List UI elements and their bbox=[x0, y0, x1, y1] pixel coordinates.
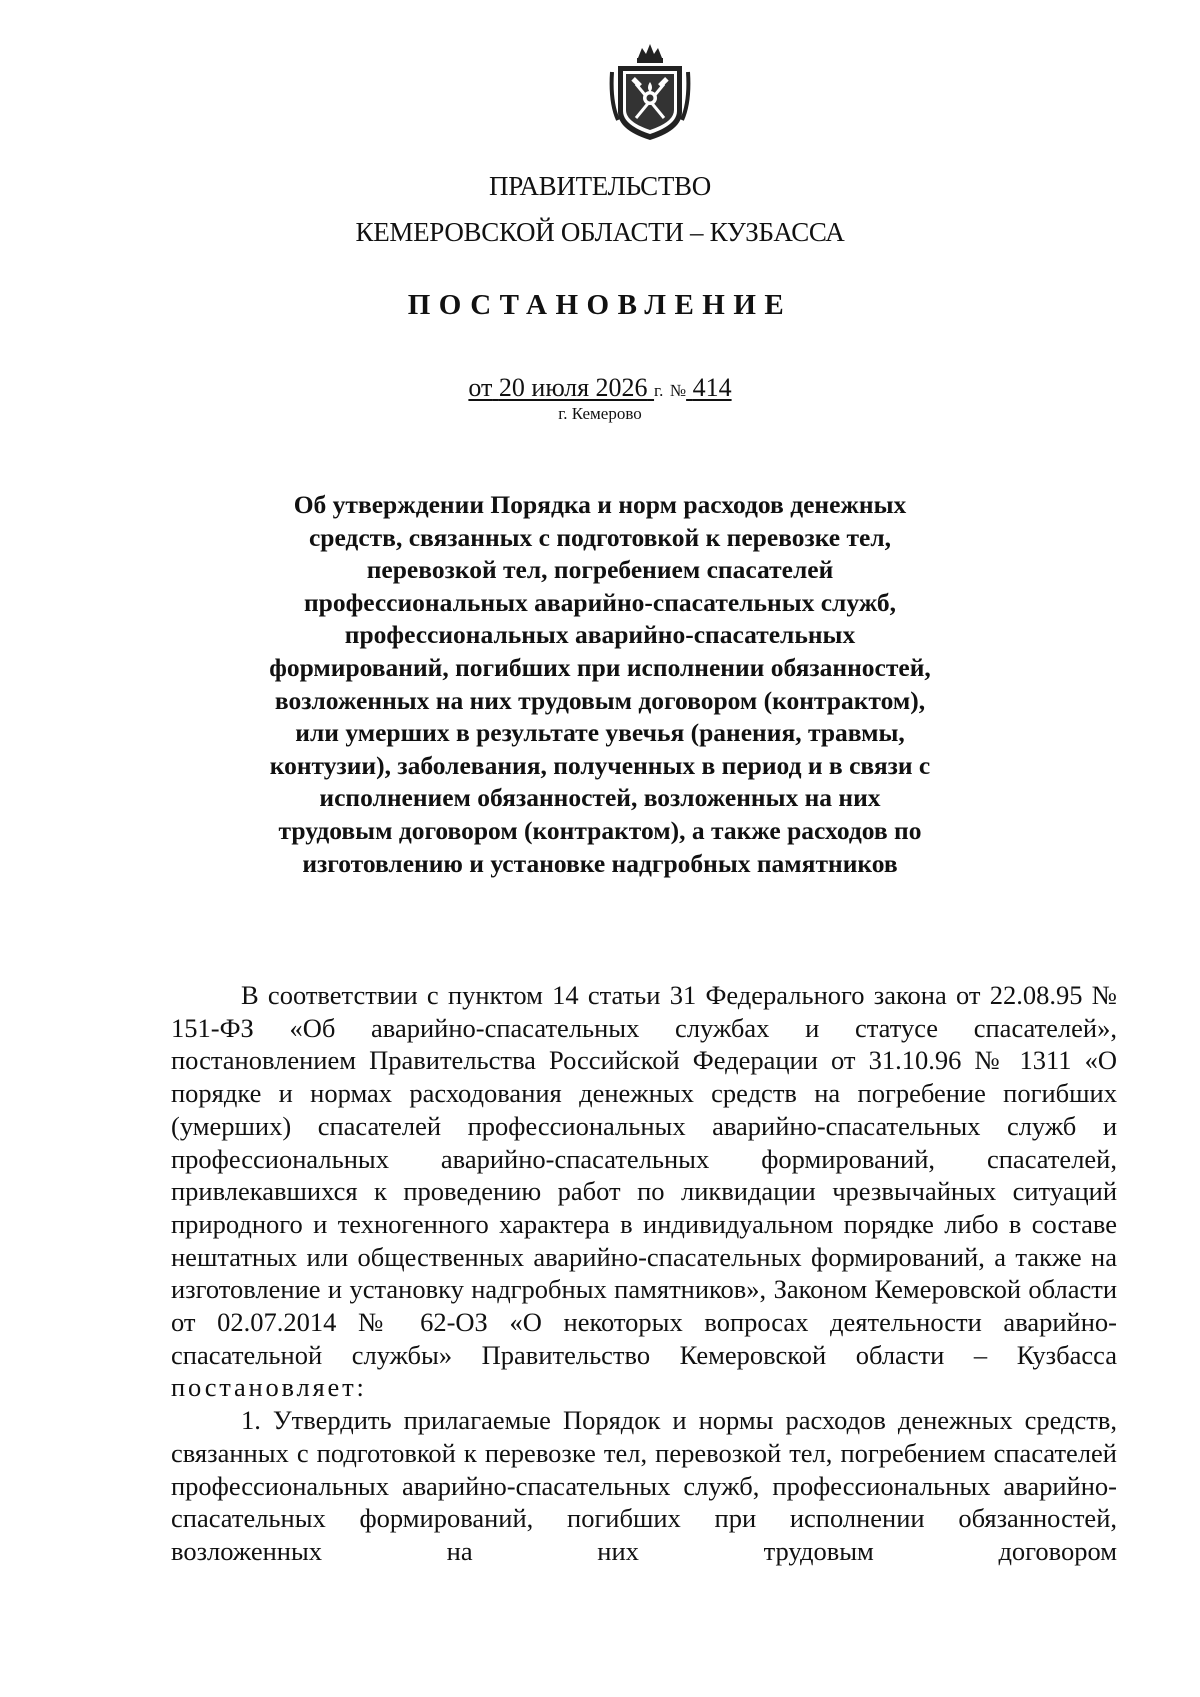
government-name-line2: КЕМЕРОВСКОЙ ОБЛАСТИ – КУЗБАССА bbox=[355, 217, 845, 247]
resolves-word: постановляет bbox=[171, 1372, 357, 1403]
clause-1-paragraph: 1. Утвердить прилагаемые Порядок и нормы расходов денежных средств, связанных с подготовкой к перевозке тел, перевозкой тел, погребением спасателей профессиональных аварийно-спасательных служб, профессиональных аварийно-спасательных формирований, погибших при исполнении обязанностей, возложенных на них трудовым договором bbox=[171, 1405, 1117, 1566]
coat-of-arms-icon bbox=[608, 42, 692, 144]
date-prefix: от bbox=[468, 373, 493, 402]
government-name-line1: ПРАВИТЕЛЬСТВО bbox=[489, 171, 711, 201]
date-number-line bbox=[0, 373, 1200, 406]
document-title: Об утверждении Порядка и норм расходов денежных средств, связанных с подготовкой к перевозке тел, перевозкой тел, погребением спасателей профессиональных аварийно-спасательных служб, профессиональных аварийно-спасательных формирований, погибших при исполнении обязанностей, возложенных на них трудовым договором (контрактом), или умерших в результате увечья (ранения, травмы, контузии), заболевания, полученных в период и в связи с исполнением обязанностей, возложенных на них трудовым договором (контрактом), а также расходов по изготовлению и установке надгробных памятников bbox=[269, 490, 931, 878]
preamble-paragraph bbox=[171, 979, 1117, 1404]
document-body bbox=[171, 979, 1117, 1568]
document-date: 20 июля 2026 bbox=[498, 373, 648, 402]
document-city: г. Кемерово bbox=[558, 404, 642, 423]
document-number: 414 bbox=[692, 373, 732, 402]
year-suffix: г. bbox=[654, 381, 664, 400]
preamble-text: В соответствии с пунктом 14 статьи 31 Федерального закона от 22.08.95 № 151-ФЗ «Об аварийно-спасательных службах и статусе спасателей», постановлением Правительства Российской Федерации от 31.10.96 № 1311 «О порядке и нормах расходования денежных средств на погребение погибших (умерших) спасателей профессиональных аварийно-спасательных служб и профессиональных аварийно-спасательных формирований, спасателей, привлекавшихся к проведению работ по ликвидации чрезвычайных ситуаций природного и техногенного характера в индивидуальном порядке либо в составе нештатных или общественных аварийно-спасательных формирований, а также на изготовление и установку надгробных памятников», Законом Кемеровской области от 02.07.2014 № 62-ОЗ «О некоторых вопросах деятельности аварийно-спасательной службы» Правительство Кемеровской области – Кузбасса bbox=[171, 980, 1117, 1370]
preamble-colon: : bbox=[356, 1372, 364, 1403]
document-type: ПОСТАНОВЛЕНИЕ bbox=[407, 289, 793, 321]
number-sign: № bbox=[669, 381, 687, 400]
